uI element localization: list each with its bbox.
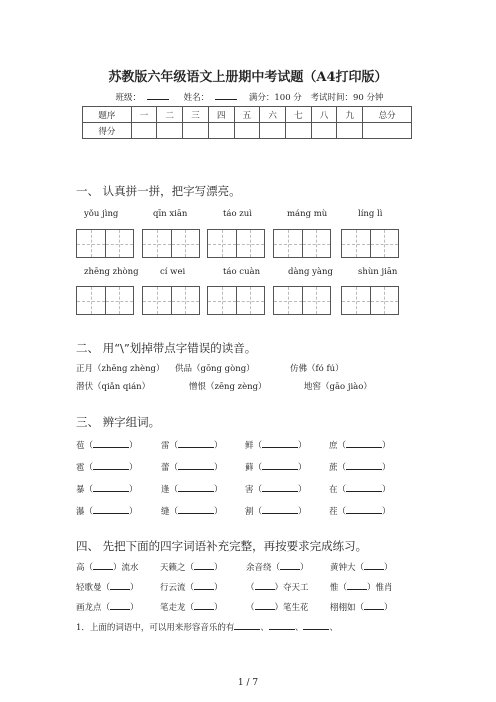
answer-blank[interactable] — [93, 483, 129, 492]
table-cell: 六 — [260, 107, 286, 123]
writing-grid[interactable] — [142, 286, 200, 315]
answer-blank[interactable] — [346, 439, 382, 448]
exam-time: 考试时间：90 分钟 — [310, 93, 384, 103]
table-cell: 八 — [311, 107, 337, 123]
word-item: 缝（ ） — [161, 507, 223, 517]
name-field: 姓名： — [181, 91, 241, 103]
table-cell: 总分 — [363, 107, 412, 123]
answer-blank[interactable] — [262, 483, 298, 492]
word-item: 瀑（ ） — [76, 507, 138, 517]
page-title: 苏教版六年级语文上册期中考试题（A4打印版） — [108, 70, 388, 85]
answer-blank[interactable] — [303, 621, 329, 630]
writing-grid[interactable] — [207, 229, 265, 258]
exam-info — [0, 91, 496, 103]
answer-blank[interactable] — [280, 561, 300, 570]
table-cell: 九 — [337, 107, 363, 123]
answer-blank[interactable] — [194, 601, 214, 610]
score-cell[interactable] — [234, 123, 260, 139]
writing-grid[interactable] — [273, 286, 331, 315]
score-table-score-row — [83, 123, 412, 139]
answer-blank[interactable] — [93, 505, 129, 514]
writing-grid[interactable] — [341, 286, 399, 315]
section2-heading: 二、 用“\”划掉带点字错误的读音。 — [76, 341, 257, 355]
pinyin-label: cí wei — [160, 267, 186, 277]
table-cell: 得分 — [83, 123, 132, 139]
full-score: 满分：100 分 — [248, 93, 302, 103]
score-cell[interactable] — [208, 123, 234, 139]
answer-blank[interactable] — [262, 505, 298, 514]
answer-blank[interactable] — [93, 461, 129, 470]
class-field: 班级： — [112, 91, 172, 103]
idiom-item: （ ）夺天工 — [246, 583, 309, 593]
answer-blank[interactable] — [110, 601, 130, 610]
answer-blank[interactable] — [178, 483, 214, 492]
page-number: 1 / 7 — [237, 678, 259, 688]
score-cell[interactable] — [183, 123, 209, 139]
writing-grid[interactable] — [142, 229, 200, 258]
answer-blank[interactable] — [93, 439, 129, 448]
pinyin-label: yǒu jìng — [84, 209, 119, 219]
answer-blank[interactable] — [346, 461, 382, 470]
answer-blank[interactable] — [347, 581, 367, 590]
word-item: 在（ ） — [329, 485, 391, 495]
writing-grid[interactable] — [207, 286, 265, 315]
writing-grid[interactable] — [76, 229, 134, 258]
idiom-item: 画龙点（ ） — [76, 603, 139, 613]
writing-grid[interactable] — [76, 286, 134, 315]
idiom-item: 笔走龙（ ） — [160, 603, 223, 613]
writing-grid[interactable] — [341, 229, 399, 258]
pinyin-label: máng mù — [287, 209, 328, 219]
answer-blank[interactable] — [178, 461, 214, 470]
word-item: 逢（ ） — [161, 485, 223, 495]
pinyin-label: líng lì — [358, 209, 383, 219]
pinyin-label: zhēng zhòng — [84, 267, 139, 277]
score-cell[interactable] — [311, 123, 337, 139]
reading-item[interactable]: 正月（zhēng zhèng） — [76, 364, 165, 374]
answer-blank[interactable] — [178, 439, 214, 448]
table-cell: 一 — [131, 107, 157, 123]
idiom-item: 栩栩如（ ） — [330, 603, 393, 613]
idiom-item: 轻歌曼（ ） — [76, 583, 139, 593]
word-item: 蕾（ ） — [161, 463, 223, 473]
idiom-item: 惟（ ）惟肖 — [330, 583, 393, 593]
table-cell: 七 — [286, 107, 312, 123]
score-cell[interactable] — [337, 123, 363, 139]
table-cell: 五 — [234, 107, 260, 123]
answer-blank[interactable] — [269, 621, 295, 630]
answer-blank[interactable] — [262, 461, 298, 470]
table-cell: 四 — [208, 107, 234, 123]
word-item: 苞（ ） — [76, 441, 138, 451]
pinyin-label: qīn xiān — [153, 209, 188, 219]
answer-blank[interactable] — [234, 621, 260, 630]
question-1: 1．上面的词语中，可以用来形容音乐的有 、 、 、 — [76, 623, 338, 633]
section4-heading: 四、 先把下面的四字词语补充完整，再按要求完成练习。 — [76, 539, 368, 553]
answer-blank[interactable] — [364, 561, 384, 570]
answer-blank[interactable] — [194, 561, 214, 570]
answer-blank[interactable] — [194, 581, 214, 590]
idiom-item: （ ）笔生花 — [246, 603, 309, 613]
table-cell: 三 — [183, 107, 209, 123]
word-item: 暴（ ） — [76, 485, 138, 495]
score-cell[interactable] — [363, 123, 412, 139]
section3-heading: 三、 辨字组词。 — [76, 415, 161, 429]
pinyin-label: shùn jiān — [358, 267, 398, 277]
idiom-item: 高（ ）流水 — [76, 563, 139, 573]
word-item: 害（ ） — [245, 485, 307, 495]
answer-blank[interactable] — [262, 439, 298, 448]
score-cell[interactable] — [157, 123, 183, 139]
class-blank[interactable] — [147, 91, 169, 100]
answer-blank[interactable] — [178, 505, 214, 514]
idiom-item: 余音绕（ ） — [246, 563, 309, 573]
score-table-header-row — [83, 107, 412, 123]
idiom-item: 黄钟大（ ） — [330, 563, 393, 573]
answer-blank[interactable] — [255, 581, 275, 590]
score-table — [82, 106, 412, 139]
section1-heading: 一、 认真拼一拼，把字写漂亮。 — [76, 184, 241, 198]
answer-blank[interactable] — [255, 601, 275, 610]
word-item: 藓（ ） — [245, 463, 307, 473]
word-item: 雹（ ） — [76, 463, 138, 473]
table-cell: 二 — [157, 107, 183, 123]
name-blank[interactable] — [215, 91, 237, 100]
idiom-item: 天籁之（ ） — [160, 563, 223, 573]
table-cell: 题序 — [83, 107, 132, 123]
score-cell[interactable] — [286, 123, 312, 139]
pinyin-label: táo cuàn — [223, 267, 261, 277]
answer-blank[interactable] — [346, 505, 382, 514]
answer-blank[interactable] — [364, 601, 384, 610]
reading-item[interactable]: 憎恨（zēng zèng） — [189, 382, 267, 392]
reading-item[interactable]: 地窖（gāo jiào） — [304, 382, 372, 392]
word-item: 茬（ ） — [329, 507, 391, 517]
answer-blank[interactable] — [93, 561, 113, 570]
word-item: 庶（ ） — [329, 441, 391, 451]
word-item: 鲜（ ） — [245, 441, 307, 451]
word-item: 蔗（ ） — [329, 463, 391, 473]
reading-item[interactable]: 供品（gōng gòng） — [175, 364, 255, 374]
idiom-item: 行云流（ ） — [160, 583, 223, 593]
answer-blank[interactable] — [346, 483, 382, 492]
reading-item[interactable]: 仿佛（fó fú） — [290, 364, 344, 374]
pinyin-label: dàng yàng — [288, 267, 333, 277]
score-cell[interactable] — [260, 123, 286, 139]
answer-blank[interactable] — [110, 581, 130, 590]
score-cell[interactable] — [131, 123, 157, 139]
pinyin-label: táo zuì — [223, 209, 252, 219]
writing-grid[interactable] — [273, 229, 331, 258]
word-item: 雷（ ） — [161, 441, 223, 451]
reading-item[interactable]: 潜伏（qiǎn qián） — [76, 382, 151, 392]
word-item: 割（ ） — [245, 507, 307, 517]
